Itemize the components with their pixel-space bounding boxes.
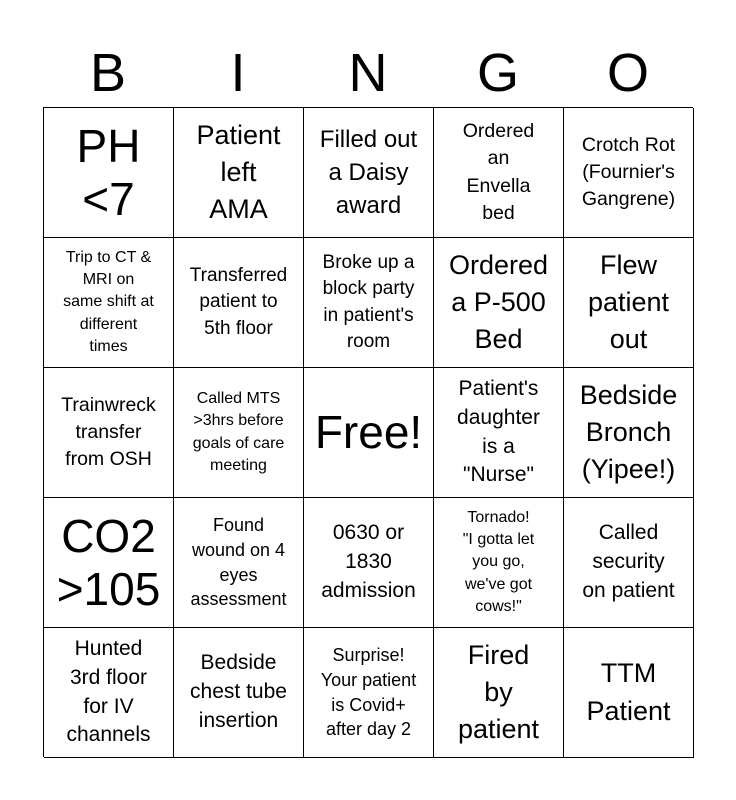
- bingo-cell[interactable]: [434, 628, 564, 758]
- free-cell[interactable]: [304, 368, 434, 498]
- cell-text: 0630 or 1830 admission: [321, 521, 416, 602]
- bingo-cell[interactable]: [304, 108, 434, 238]
- bingo-cell[interactable]: [174, 498, 304, 628]
- bingo-cell[interactable]: [304, 628, 434, 758]
- bingo-cell[interactable]: [44, 238, 174, 368]
- cell-text: Fired by patient: [457, 639, 540, 745]
- cell-text: Trip to CT & MRI on same shift at different times: [63, 249, 154, 355]
- header-letter-g: G: [476, 43, 519, 103]
- bingo-cell[interactable]: [174, 628, 304, 758]
- cell-text: Trainwreck transfer from OSH: [61, 393, 156, 471]
- bingo-cell[interactable]: [174, 238, 304, 368]
- bingo-header: [43, 38, 693, 108]
- cell-text: Called MTS >3hrs before goals of care meeting: [192, 390, 285, 474]
- bingo-cell[interactable]: [564, 238, 694, 368]
- bingo-cell[interactable]: [434, 238, 564, 368]
- bingo-cell[interactable]: [174, 368, 304, 498]
- bingo-cell[interactable]: [44, 368, 174, 498]
- cell-text: Flew patient out: [587, 249, 670, 355]
- bingo-cell[interactable]: [44, 108, 174, 238]
- bingo-cell[interactable]: [434, 108, 564, 238]
- cell-text: Tornado! "I gotta let you go, we've got cows!": [462, 509, 535, 615]
- cell-text: Called security on patient: [582, 521, 675, 602]
- header-letter-i: I: [230, 43, 246, 103]
- cell-text: Crotch Rot (Fournier's Gangrene): [581, 133, 676, 211]
- cell-text: Patient's daughter is a "Nurse": [457, 376, 540, 487]
- bingo-cell[interactable]: [44, 628, 174, 758]
- cell-text: CO2 >105: [56, 509, 161, 615]
- cell-text: Found wound on 4 eyes assessment: [190, 514, 287, 610]
- header-letter-b: B: [89, 43, 127, 103]
- bingo-cell[interactable]: [174, 108, 304, 238]
- bingo-cell[interactable]: [44, 498, 174, 628]
- cell-text: PH <7: [76, 119, 141, 225]
- cell-text: Bedside chest tube insertion: [190, 651, 287, 732]
- cell-text: Hunted 3rd floor for IV channels: [66, 636, 151, 747]
- bingo-cell[interactable]: [564, 108, 694, 238]
- cell-text: Transferred patient to 5th floor: [189, 265, 288, 339]
- cell-text: Broke up a block party in patient's room: [322, 252, 415, 352]
- bingo-cell[interactable]: [304, 498, 434, 628]
- cell-text: Surprise! Your patient is Covid+ after day 2: [320, 644, 417, 740]
- bingo-cell[interactable]: [434, 368, 564, 498]
- cell-text: Free!: [314, 406, 423, 459]
- cell-text: Ordered an Envella bed: [462, 119, 535, 224]
- cell-text: Patient left AMA: [196, 119, 281, 225]
- bingo-cell[interactable]: [304, 238, 434, 368]
- header-letter-o: O: [606, 43, 649, 103]
- cell-text: Filled out a Daisy award: [319, 125, 418, 220]
- bingo-grid: [43, 107, 693, 757]
- header-letter-n: N: [348, 43, 388, 103]
- bingo-cell[interactable]: [564, 368, 694, 498]
- bingo-cell[interactable]: [564, 628, 694, 758]
- bingo-cell[interactable]: [434, 498, 564, 628]
- bingo-cell[interactable]: [564, 498, 694, 628]
- cell-text: Ordered a P-500 Bed: [448, 249, 549, 355]
- cell-text: Bedside Bronch (Yipee!): [579, 379, 678, 485]
- cell-text: TTM Patient: [586, 658, 671, 726]
